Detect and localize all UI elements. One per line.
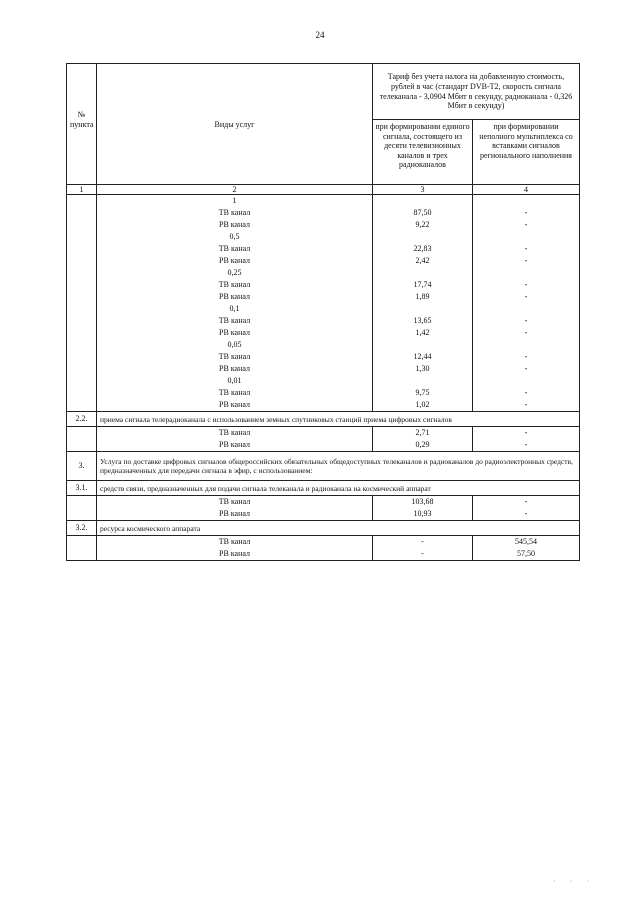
tariff-partial-multiplex: - — [473, 315, 580, 327]
tariff-partial-multiplex: - — [473, 399, 580, 412]
row-number-cell — [67, 548, 97, 561]
table-row — [67, 536, 580, 549]
service-label: РВ канал — [97, 548, 373, 561]
tariff-single-signal: 1,89 — [373, 291, 473, 303]
tariff-partial-multiplex: - — [473, 351, 580, 363]
tariff-single-signal: 13,65 — [373, 315, 473, 327]
row-number-cell — [67, 267, 97, 279]
service-label: РВ канал — [97, 363, 373, 375]
section-2-2-row — [67, 412, 580, 427]
table-row — [67, 231, 580, 243]
tariff-partial-multiplex: - — [473, 219, 580, 231]
service-label: ТВ канал — [97, 207, 373, 219]
row-number-cell — [67, 291, 97, 303]
service-label: РВ канал — [97, 399, 373, 412]
column-number: 2 — [97, 185, 373, 195]
table-row — [67, 351, 580, 363]
service-label: ТВ канал — [97, 496, 373, 509]
service-label: 1 — [97, 195, 373, 208]
row-number-cell — [67, 363, 97, 375]
table-row — [67, 291, 580, 303]
tariff-single-signal: 1,30 — [373, 363, 473, 375]
tariff-partial-multiplex — [473, 303, 580, 315]
table-row — [67, 427, 580, 440]
service-label: ТВ канал — [97, 536, 373, 549]
table-row — [67, 195, 580, 208]
table-row — [67, 327, 580, 339]
tariff-table — [66, 63, 580, 561]
section-number: 3.1. — [67, 481, 97, 496]
table-row — [67, 496, 580, 509]
tariff-partial-multiplex: - — [473, 207, 580, 219]
service-label: РВ канал — [97, 291, 373, 303]
section-title: средств связи, предназначенных для подачи сигнала телеканала и радиоканала на космический аппарат — [97, 481, 580, 496]
tariff-partial-multiplex: - — [473, 291, 580, 303]
table-row — [67, 439, 580, 452]
table-row — [67, 508, 580, 521]
tariff-single-signal: 2,71 — [373, 427, 473, 440]
tariff-partial-multiplex: - — [473, 427, 580, 440]
tariff-single-signal: 103,68 — [373, 496, 473, 509]
page-number: 24 — [315, 30, 325, 40]
row-number-cell — [67, 207, 97, 219]
row-number-cell — [67, 427, 97, 440]
table-row — [67, 303, 580, 315]
header-partial-multiplex: при формировании неполного мультиплекса со вставками сигналов регионального наполнения — [473, 120, 580, 185]
tariff-single-signal — [373, 231, 473, 243]
section-number: 3.2. — [67, 521, 97, 536]
tariff-partial-multiplex: - — [473, 439, 580, 452]
service-label: РВ канал — [97, 439, 373, 452]
service-label: ТВ канал — [97, 351, 373, 363]
header-services-column: Виды услуг — [97, 64, 373, 185]
tariff-single-signal — [373, 303, 473, 315]
tariff-partial-multiplex — [473, 375, 580, 387]
service-label: 0,25 — [97, 267, 373, 279]
header-number-column: № пункта — [67, 64, 97, 185]
tariff-partial-multiplex: - — [473, 255, 580, 267]
tariff-single-signal: 0,29 — [373, 439, 473, 452]
service-label: РВ канал — [97, 219, 373, 231]
tariff-partial-multiplex — [473, 195, 580, 208]
row-number-cell — [67, 231, 97, 243]
row-number-cell — [67, 219, 97, 231]
service-label: РВ канал — [97, 327, 373, 339]
tariff-single-signal: - — [373, 548, 473, 561]
tariff-partial-multiplex: - — [473, 496, 580, 509]
tariff-single-signal — [373, 339, 473, 351]
row-number-cell — [67, 243, 97, 255]
tariff-partial-multiplex: - — [473, 508, 580, 521]
row-number-cell — [67, 351, 97, 363]
header-single-signal: при формировании единого сигнала, состоящего из десяти телевизионных каналов и трех радиоканалов — [373, 120, 473, 185]
header-tariff: Тариф без учета налога на добавленную стоимость, рублей в час (стандарт DVB-T2, скорость сигнала телеканала - 3,0904 Мбит в секунду, радиоканала - 0,326 Мбит в секунду) — [373, 64, 580, 120]
section-title: Услуга по доставке цифровых сигналов общероссийских обязательных общедоступных телеканалов и радиоканалов до радиоэлектронных средств, предназначенных для передачи сигнала в эфир, с использованием: — [97, 452, 580, 481]
tariff-single-signal — [373, 267, 473, 279]
table-row — [67, 399, 580, 412]
tariff-single-signal: 10,93 — [373, 508, 473, 521]
row-number-cell — [67, 339, 97, 351]
service-label: 0,05 — [97, 339, 373, 351]
row-number-cell — [67, 279, 97, 291]
tariff-partial-multiplex: 545,54 — [473, 536, 580, 549]
service-label: 0,01 — [97, 375, 373, 387]
column-number-row — [67, 185, 580, 195]
section-3-2-row — [67, 521, 580, 536]
service-label: ТВ канал — [97, 387, 373, 399]
tariff-single-signal: 1,02 — [373, 399, 473, 412]
section-title: приема сигнала телерадиоканала с использованием земных спутниковых станций приема цифровых сигналов — [97, 412, 580, 427]
tariff-single-signal: 87,50 — [373, 207, 473, 219]
row-number-cell — [67, 315, 97, 327]
tariff-single-signal — [373, 195, 473, 208]
table-row — [67, 387, 580, 399]
tariff-partial-multiplex: - — [473, 279, 580, 291]
service-label: ТВ канал — [97, 315, 373, 327]
row-number-cell — [67, 255, 97, 267]
row-number-cell — [67, 508, 97, 521]
table-row — [67, 375, 580, 387]
service-label: 0,5 — [97, 231, 373, 243]
tariff-partial-multiplex: - — [473, 387, 580, 399]
tariff-single-signal: 2,42 — [373, 255, 473, 267]
tariff-single-signal: 17,74 — [373, 279, 473, 291]
section-title: ресурса космического аппарата — [97, 521, 580, 536]
service-label: ТВ канал — [97, 279, 373, 291]
section-3-1-row — [67, 481, 580, 496]
tariff-single-signal: 12,44 — [373, 351, 473, 363]
row-number-cell — [67, 375, 97, 387]
table-row — [67, 255, 580, 267]
service-label: РВ канал — [97, 508, 373, 521]
table-row — [67, 219, 580, 231]
section-number: 2.2. — [67, 412, 97, 427]
tariff-partial-multiplex — [473, 267, 580, 279]
tariff-single-signal: 9,75 — [373, 387, 473, 399]
row-number-cell — [67, 536, 97, 549]
table-row — [67, 339, 580, 351]
section-3-row — [67, 452, 580, 481]
table-row — [67, 279, 580, 291]
table-row — [67, 315, 580, 327]
service-label: ТВ канал — [97, 243, 373, 255]
tariff-single-signal — [373, 375, 473, 387]
service-label: 0,1 — [97, 303, 373, 315]
section-number: 3. — [67, 452, 97, 481]
tariff-single-signal: - — [373, 536, 473, 549]
tariff-single-signal: 9,22 — [373, 219, 473, 231]
column-number: 3 — [373, 185, 473, 195]
row-number-cell — [67, 303, 97, 315]
tariff-partial-multiplex: - — [473, 363, 580, 375]
tariff-partial-multiplex: - — [473, 243, 580, 255]
tariff-single-signal: 1,42 — [373, 327, 473, 339]
tariff-partial-multiplex — [473, 339, 580, 351]
tariff-partial-multiplex: 57,50 — [473, 548, 580, 561]
row-number-cell — [67, 399, 97, 412]
column-number: 1 — [67, 185, 97, 195]
tariff-single-signal: 22,83 — [373, 243, 473, 255]
table-row — [67, 363, 580, 375]
margin-marks: · · · — [553, 877, 595, 886]
service-label: РВ канал — [97, 255, 373, 267]
table-row — [67, 243, 580, 255]
table-row — [67, 207, 580, 219]
column-number: 4 — [473, 185, 580, 195]
tariff-partial-multiplex: - — [473, 327, 580, 339]
row-number-cell — [67, 387, 97, 399]
table-row — [67, 548, 580, 561]
row-number-cell — [67, 327, 97, 339]
row-number-cell — [67, 195, 97, 208]
service-label: ТВ канал — [97, 427, 373, 440]
row-number-cell — [67, 439, 97, 452]
table-row — [67, 267, 580, 279]
tariff-partial-multiplex — [473, 231, 580, 243]
row-number-cell — [67, 496, 97, 509]
